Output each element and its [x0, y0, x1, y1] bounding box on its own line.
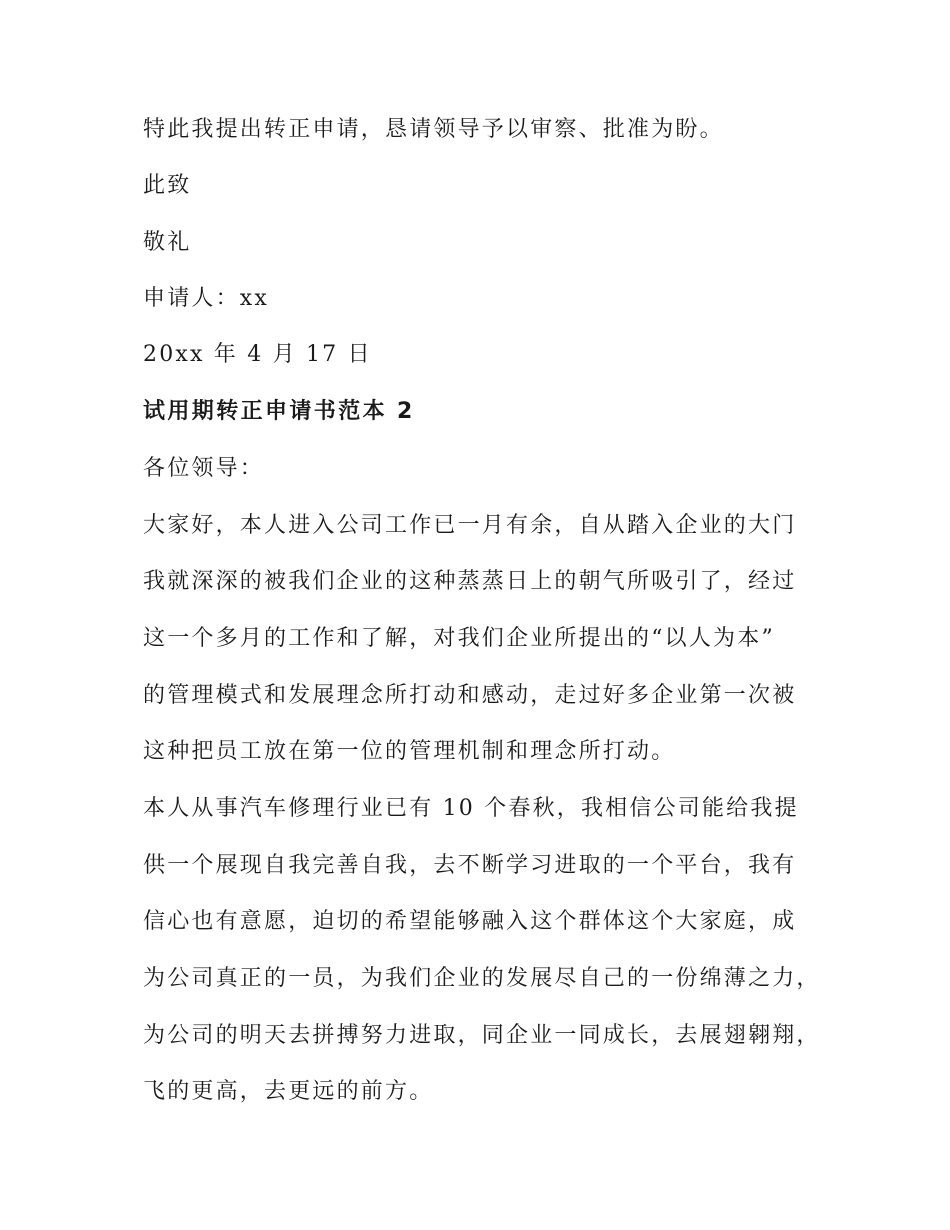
paragraph-line: 为公司的明天去拼搏努力进取，同企业一同成长，去展翅翱翔，: [143, 1023, 821, 1048]
regards: 敬礼: [143, 230, 192, 255]
paragraph-line: 供一个展现自我完善自我，去不断学习进取的一个平台，我有: [143, 853, 797, 878]
paragraph-line: 的管理模式和发展理念所打动和感动，走过好多企业第一次被: [143, 683, 797, 708]
paragraph-line: 信心也有意愿，迫切的希望能够融入这个群体这个大家庭，成: [143, 909, 797, 934]
paragraph-line: 这一个多月的工作和了解，对我们企业所提出的“以人为本”: [143, 626, 775, 651]
section-title: 试用期转正申请书范本 2: [143, 399, 415, 424]
paragraph-line: 飞的更高，去更远的前方。: [143, 1079, 434, 1104]
paragraph-line: 我就深深的被我们企业的这种蒸蒸日上的朝气所吸引了，经过: [143, 569, 797, 594]
salutation: 此致: [143, 173, 192, 198]
paragraph-line: 这种把员工放在第一位的管理机制和理念所打动。: [143, 739, 676, 764]
paragraph-line: 本人从事汽车修理行业已有 10 个春秋，我相信公司能给我提: [143, 796, 799, 821]
greeting: 各位领导：: [143, 456, 265, 481]
date-line: 20xx 年 4 月 17 日: [143, 342, 372, 367]
applicant-line: 申请人：xx: [143, 286, 270, 311]
request-sentence: 特此我提出转正申请，恳请领导予以审察、批准为盼。: [143, 117, 724, 142]
paragraph-line: 为公司真正的一员，为我们企业的发展尽自己的一份绵薄之力，: [143, 966, 821, 991]
paragraph-line: 大家好，本人进入公司工作已一月有余，自从踏入企业的大门: [143, 513, 797, 538]
